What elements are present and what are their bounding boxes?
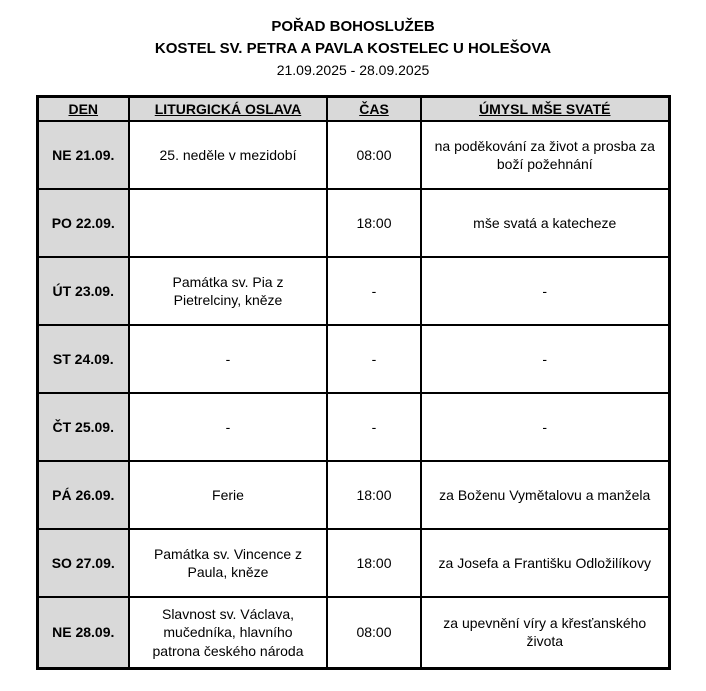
date-range: 21.09.2025 - 28.09.2025 — [276, 61, 430, 78]
celebration-cell: Slavnost sv. Václava, mučedníka, hlavního patrona českého národa — [129, 597, 327, 669]
celebration-cell: - — [129, 393, 327, 461]
intention-cell: na poděkování za život a prosba za boží požehnání — [421, 121, 669, 189]
celebration-cell — [129, 189, 327, 257]
intention-cell: - — [421, 257, 669, 325]
time-cell: 18:00 — [327, 461, 421, 529]
table-row — [37, 189, 669, 257]
day-cell: NE 28.09. — [37, 597, 129, 669]
table-row — [37, 121, 669, 189]
intention-cell: za upevnění víry a křesťanského života — [421, 597, 669, 669]
intention-cell: - — [421, 393, 669, 461]
intention-cell: za Josefa a Františku Odložilíkovy — [421, 529, 669, 597]
intention-cell: - — [421, 325, 669, 393]
intention-cell: za Boženu Vymětalovu a manžela — [421, 461, 669, 529]
celebration-cell: - — [129, 325, 327, 393]
schedule-table-header — [37, 96, 669, 121]
table-row — [37, 597, 669, 669]
celebration-cell: 25. neděle v mezidobí — [129, 121, 327, 189]
schedule-table — [36, 95, 671, 671]
column-header-cas: ČAS — [327, 96, 421, 121]
day-cell: ČT 25.09. — [37, 393, 129, 461]
column-header-den: DEN — [37, 96, 129, 121]
day-cell: PÁ 26.09. — [37, 461, 129, 529]
table-row — [37, 257, 669, 325]
time-cell: 18:00 — [327, 189, 421, 257]
header-row — [37, 96, 669, 121]
time-cell: - — [327, 393, 421, 461]
document-title: POŘAD BOHOSLUŽEB — [271, 18, 435, 35]
schedule-table-body — [37, 121, 669, 669]
time-cell: 18:00 — [327, 529, 421, 597]
day-cell: NE 21.09. — [37, 121, 129, 189]
column-header-liturgicka-oslava: LITURGICKÁ OSLAVA — [129, 96, 327, 121]
day-cell: ÚT 23.09. — [37, 257, 129, 325]
table-row — [37, 529, 669, 597]
time-cell: 08:00 — [327, 597, 421, 669]
table-row — [37, 393, 669, 461]
document-header — [0, 16, 706, 81]
celebration-cell: Ferie — [129, 461, 327, 529]
time-cell: - — [327, 257, 421, 325]
celebration-cell: Památka sv. Vincence z Paula, kněze — [129, 529, 327, 597]
column-header-umysl: ÚMYSL MŠE SVATÉ — [421, 96, 669, 121]
day-cell: ST 24.09. — [37, 325, 129, 393]
celebration-cell: Památka sv. Pia z Pietrelciny, kněze — [129, 257, 327, 325]
day-cell: SO 27.09. — [37, 529, 129, 597]
time-cell: - — [327, 325, 421, 393]
time-cell: 08:00 — [327, 121, 421, 189]
table-row — [37, 461, 669, 529]
church-name: KOSTEL SV. PETRA A PAVLA KOSTELEC U HOLEŠOVA — [154, 39, 552, 57]
day-cell: PO 22.09. — [37, 189, 129, 257]
table-row — [37, 325, 669, 393]
intention-cell: mše svatá a katecheze — [421, 189, 669, 257]
